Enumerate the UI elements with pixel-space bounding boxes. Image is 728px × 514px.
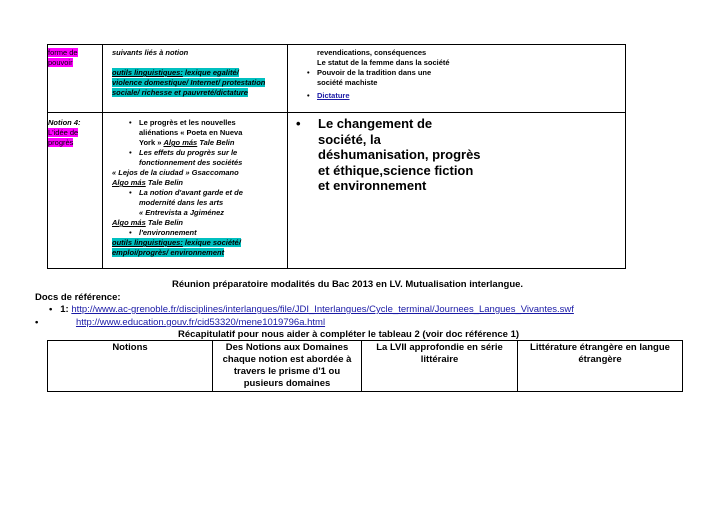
header-domains: Des Notions aux Domaines chaque notion est abordée à travers le prisme d'1 ou pusieurs domaines bbox=[213, 341, 362, 392]
docs-label: Docs de référence: bbox=[35, 292, 121, 303]
topic-bullet: • l'environnement bbox=[129, 228, 287, 238]
tools-text: violence domestique/ Internet/ protestation bbox=[112, 78, 266, 87]
notions-table bbox=[47, 44, 626, 269]
bullet-icon: • bbox=[35, 317, 39, 328]
topic-line: York » bbox=[139, 138, 164, 147]
ref-number: 1: bbox=[60, 304, 69, 315]
topic-line: fonctionnement des sociétés bbox=[139, 158, 243, 167]
header-notions: Notions bbox=[48, 341, 213, 392]
table-row bbox=[48, 45, 626, 113]
table-row bbox=[48, 113, 626, 269]
topic-bullet: • Les effets du progrès sur le bbox=[129, 148, 287, 158]
topics-cell bbox=[103, 45, 288, 113]
header-lvii: La LVII approfondie en série littéraire bbox=[362, 341, 518, 392]
publisher: Tale Belin bbox=[145, 178, 183, 187]
dictature-link[interactable]: Dictature bbox=[317, 91, 350, 100]
domain-bullet: • Pouvoir de la tradition dans une bbox=[307, 68, 625, 78]
book-title: Algo más bbox=[112, 218, 146, 227]
domain-line: revendications, conséquences bbox=[317, 48, 427, 57]
reference-1 bbox=[49, 304, 574, 315]
reference-2 bbox=[35, 317, 325, 328]
domains-cell bbox=[288, 45, 626, 113]
tools-label: outils linguistiques: bbox=[112, 68, 183, 77]
domain-line: société, la bbox=[318, 131, 381, 147]
tools-text: lexique société/ bbox=[182, 238, 241, 247]
notion-label: progrès bbox=[48, 138, 74, 147]
notion-label: L'idée de bbox=[48, 128, 79, 137]
notion-label: pouvoir bbox=[48, 58, 73, 67]
ref2-link[interactable]: http://www.education.gouv.fr/cid53320/mene1019796a.html bbox=[75, 317, 326, 328]
book-title: Algo más bbox=[163, 138, 198, 147]
bullet-icon: • bbox=[49, 304, 61, 315]
notion-cell bbox=[48, 113, 103, 269]
tools-text: lexique egalité/ bbox=[182, 68, 239, 77]
topic-line: modernité dans les arts bbox=[139, 198, 224, 207]
topic-line: « Entrevista a Jgiménez bbox=[139, 208, 225, 217]
topic-bullet: • Le progrès et les nouvelles bbox=[129, 118, 287, 128]
domains-cell bbox=[288, 113, 626, 269]
publisher: Tale Belin bbox=[197, 138, 235, 147]
notion-label: forme de bbox=[48, 48, 78, 57]
tools-text: sociale/ richesse et pauvreté/dictature bbox=[112, 88, 248, 97]
domain-bullet: • Le changement de bbox=[296, 116, 625, 132]
topic-line: suivants liés à notion bbox=[112, 48, 189, 57]
tools-label: outils linguistiques: bbox=[112, 238, 183, 247]
topics-cell bbox=[103, 113, 288, 269]
header-litterature: Littérature étrangère en langue étrangère bbox=[518, 341, 683, 392]
notion-label: Notion 4: bbox=[48, 118, 81, 127]
ref1-link[interactable]: http://www.ac-grenoble.fr/disciplines/interlangues/file/JDI_Interlangues/Cycle_terminal/Journees_Langues_Vivantes.swf bbox=[71, 304, 574, 315]
recap-line: Récapitulatif pour nous aider à compléter le tableau 2 (voir doc référence 1) bbox=[178, 329, 520, 340]
publisher: Tale Belin bbox=[145, 218, 183, 227]
domain-line: et environnement bbox=[318, 178, 427, 193]
table-row bbox=[48, 341, 683, 392]
summary-table-header bbox=[47, 340, 683, 392]
book-title: Algo más bbox=[112, 178, 146, 187]
notion-cell bbox=[48, 45, 103, 113]
topic-line: « Lejos de la ciudad » Gsaccomano bbox=[112, 168, 239, 177]
meeting-title: Réunion préparatoire modalités du Bac 2013 en LV. Mutualisation interlangue. bbox=[172, 279, 524, 290]
topic-bullet: • La notion d'avant garde et de bbox=[129, 188, 287, 198]
domain-line: déshumanisation, progrès bbox=[318, 147, 481, 162]
domain-line: Le statut de la femme dans la société bbox=[317, 58, 450, 67]
domain-line: société machiste bbox=[317, 78, 378, 87]
topic-line: aliénations « Poeta en Nueva bbox=[139, 128, 243, 137]
domain-line: et éthique,science fiction bbox=[318, 162, 474, 178]
tools-text: emploi/progrès/ environnement bbox=[112, 248, 225, 257]
